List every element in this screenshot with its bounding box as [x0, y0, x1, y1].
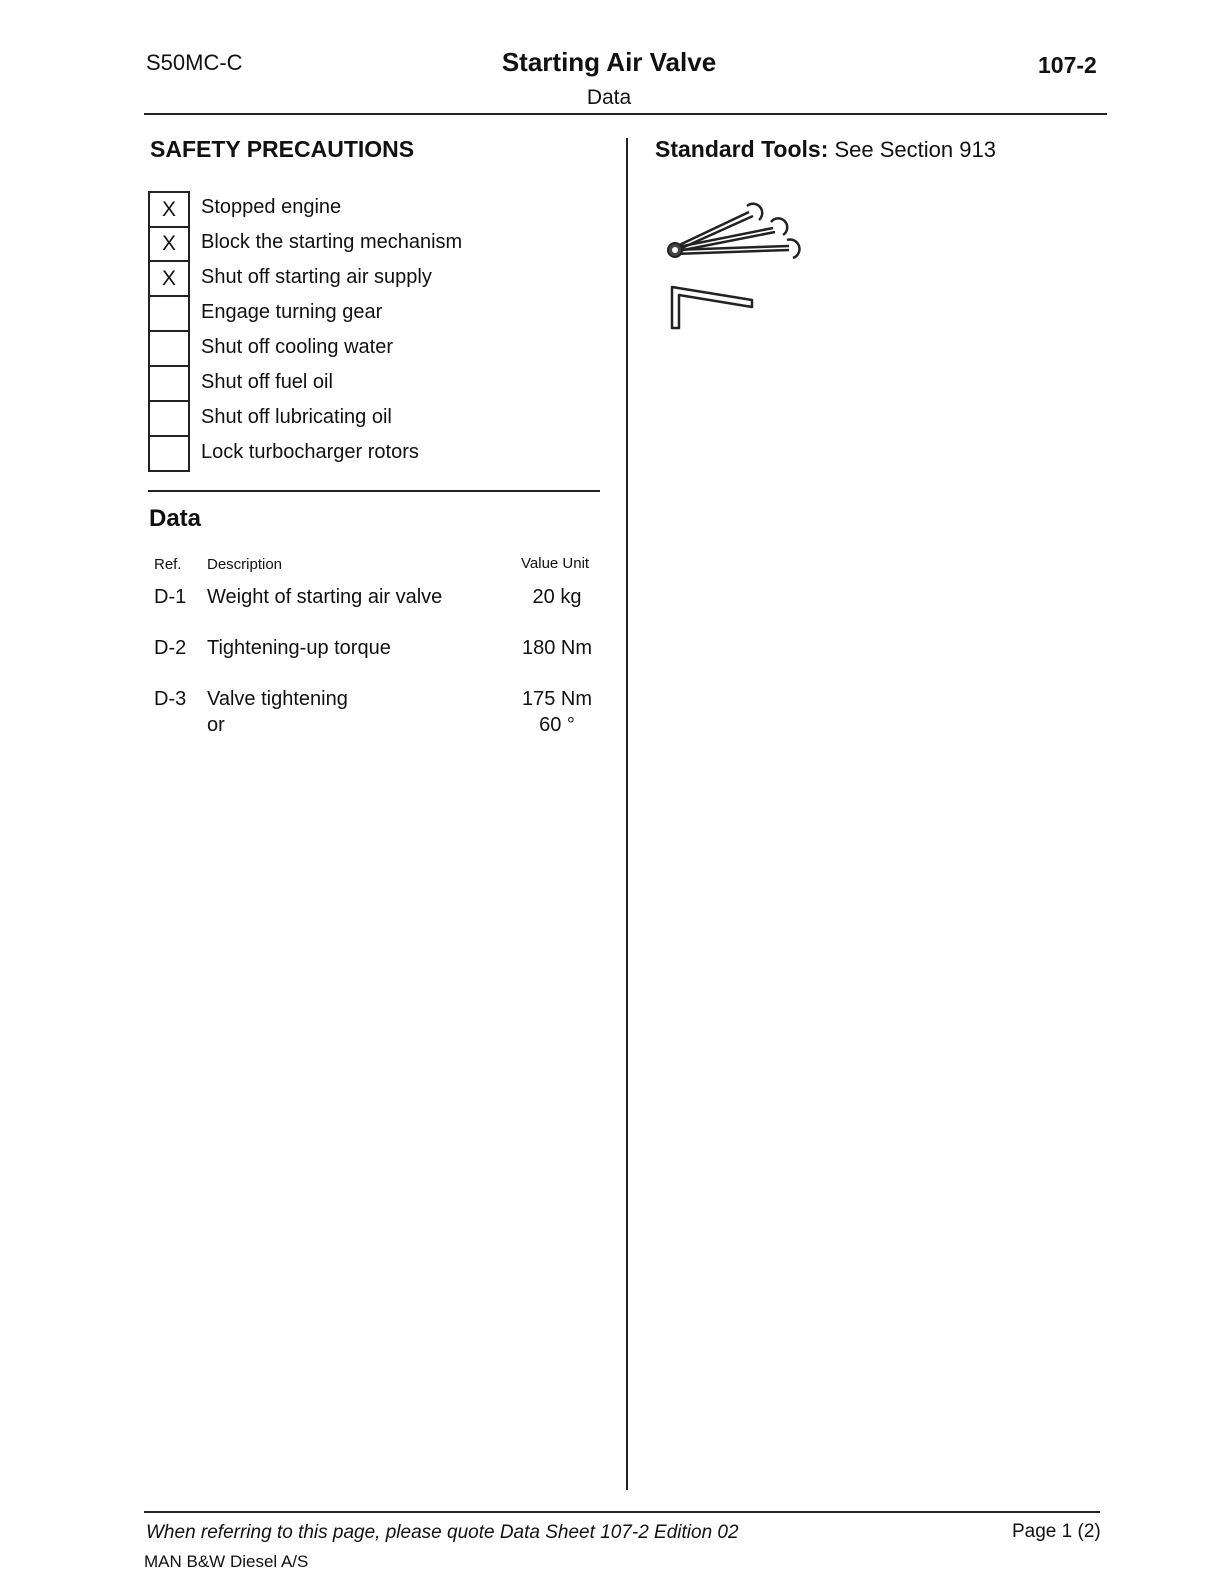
column-header-ref: Ref.: [154, 556, 182, 573]
data-row-description: Weight of starting air valve: [207, 586, 443, 608]
engine-code: S50MC-C: [146, 50, 243, 75]
safety-checkbox: [148, 331, 190, 367]
safety-item-label: Block the starting mechanism: [201, 231, 463, 253]
safety-item: [148, 366, 568, 401]
safety-checkbox: [148, 366, 190, 402]
safety-checkbox: [148, 436, 190, 472]
page-subtitle: Data: [586, 86, 632, 109]
data-row-alt-value: 60 °: [539, 714, 575, 736]
data-row-value: 180 Nm: [521, 637, 593, 659]
safety-item-label: Lock turbocharger rotors: [201, 441, 419, 463]
data-row-value: 175 Nm: [521, 688, 593, 710]
data-row-ref: D-3: [154, 688, 187, 710]
standard-tools-label: Standard Tools:: [655, 136, 829, 162]
header-divider: [144, 113, 1107, 115]
safety-item-label: Shut off fuel oil: [201, 371, 333, 393]
hex-key-icon: [668, 283, 763, 333]
safety-item-label: Stopped engine: [201, 196, 342, 218]
safety-checkbox: [148, 401, 190, 437]
company-name: MAN B&W Diesel A/S: [144, 1552, 309, 1571]
safety-item-label: Shut off lubricating oil: [201, 406, 392, 428]
safety-item: [148, 401, 568, 436]
safety-item: [148, 436, 568, 471]
safety-item-label: Shut off cooling water: [201, 336, 393, 358]
data-row-ref: D-2: [154, 637, 187, 659]
column-header-value-unit: Value Unit: [521, 555, 590, 572]
footer-note: When referring to this page, please quote Data Sheet 107-2 Edition 02: [146, 1522, 739, 1543]
standard-tools-reference: See Section 913: [834, 137, 996, 162]
safety-item: [148, 226, 568, 261]
data-row-description: Tightening-up torque: [207, 637, 391, 659]
wrench-set-icon: [663, 200, 808, 270]
sheet-number: 107-2: [1038, 52, 1097, 78]
page-indicator: Page 1 (2): [1012, 1521, 1101, 1542]
safety-item: [148, 331, 568, 366]
safety-item: [148, 191, 568, 226]
data-heading: Data: [149, 505, 202, 532]
data-row-description: Valve tightening: [207, 688, 348, 710]
safety-item-label: Shut off starting air supply: [201, 266, 432, 288]
column-header-description: Description: [207, 556, 283, 573]
safety-checkbox: X: [148, 191, 190, 228]
page-title: Starting Air Valve: [501, 47, 717, 77]
data-row-ref: D-1: [154, 586, 187, 608]
safety-item-label: Engage turning gear: [201, 301, 383, 323]
data-row-alt-description: or: [207, 714, 225, 736]
footer-divider: [144, 1511, 1100, 1513]
section-divider: [148, 490, 600, 492]
safety-checkbox: [148, 296, 190, 332]
safety-item: [148, 261, 568, 296]
standard-tools-heading: [655, 136, 996, 163]
column-divider: [626, 138, 628, 1490]
safety-item: [148, 296, 568, 331]
safety-checkbox: X: [148, 261, 190, 297]
safety-checkbox: X: [148, 226, 190, 262]
data-row-value: 20 kg: [532, 586, 582, 608]
safety-checklist: [148, 191, 568, 471]
safety-heading: SAFETY PRECAUTIONS: [150, 136, 415, 162]
